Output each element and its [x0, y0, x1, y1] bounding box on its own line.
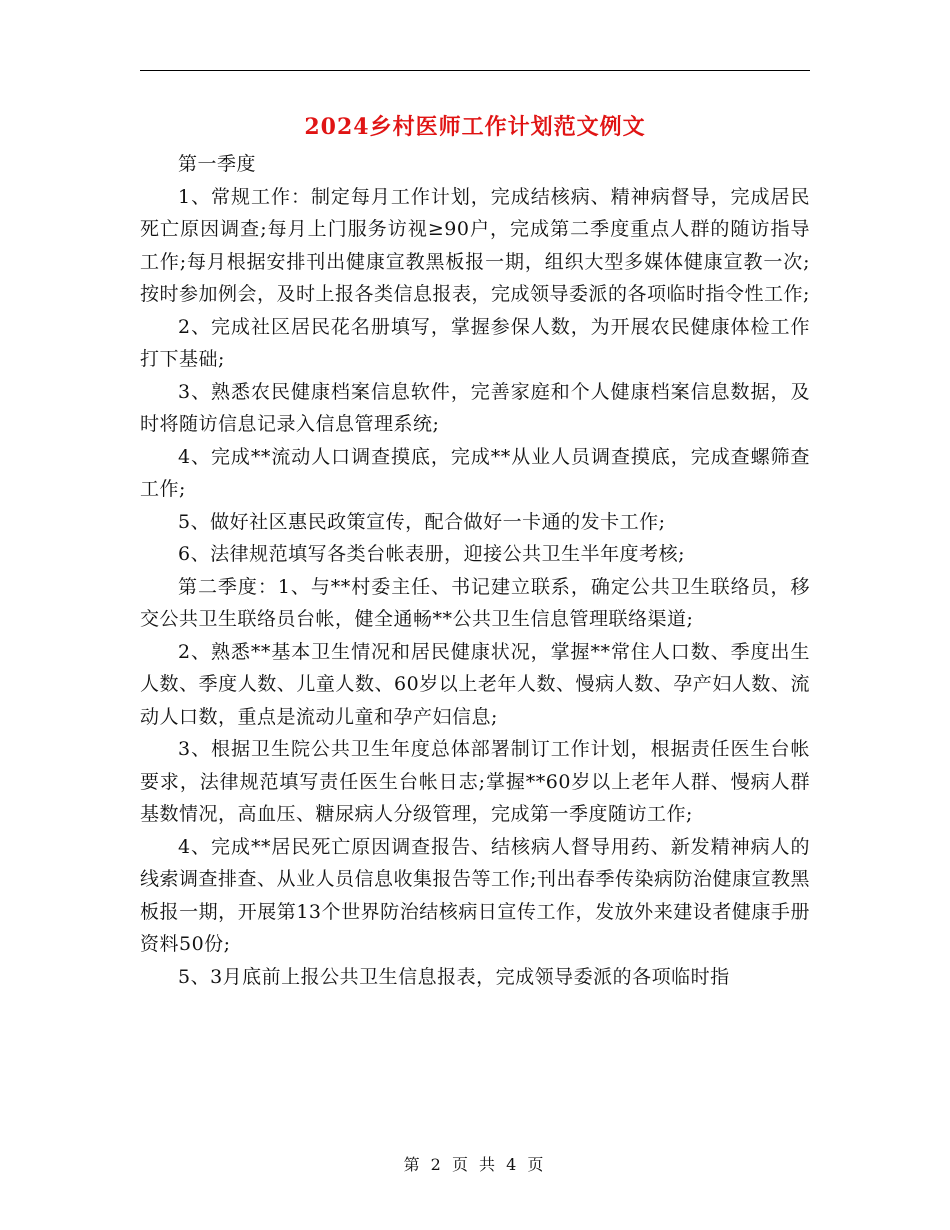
paragraph-q1-item-6: 6、法律规范填写各类台帐表册，迎接公共卫生半年度考核; — [178, 543, 685, 565]
document-title: 2024乡村医师工作计划范文例文 — [304, 114, 646, 140]
paragraph-q2-item-2: 2、熟悉**基本卫生情况和居民健康状况，掌握**常住人口数、季度出生人数、季度人数、儿童人数、60岁以上老年人数、慢病人数、孕产妇人数、流动人口数，重点是流动儿童和孕产妇信息; — [140, 640, 810, 728]
paragraph-q2-item-3: 3、根据卫生院公共卫生年度总体部署制订工作计划，根据责任医生台帐要求，法律规范填写责任医生台帐日志;掌握**60岁以上老年人群、慢病人群基数情况，高血压、糖尿病人分级管理，完成第一季度随访工作; — [140, 738, 810, 825]
page-number-footer: 第 2 页 共 4 页 — [403, 1155, 547, 1174]
paragraph-q2-item-4: 4、完成**居民死亡原因调查报告、结核病人督导用药、新发精神病人的线索调查排查、从业人员信息收集报告等工作;刊出春季传染病防治健康宣教黑板报一期，开展第13个世界防治结核病日宣传工作，发放外来建设者健康手册资料50份; — [140, 835, 810, 955]
paragraph-q1-item-3: 3、熟悉农民健康档案信息软件，完善家庭和个人健康档案信息数据，及时将随访信息记录入信息管理系统; — [140, 380, 810, 435]
paragraph-q1-item-4: 4、完成**流动人口调查摸底，完成**从业人员调查摸底，完成查螺筛查工作; — [140, 445, 810, 500]
paragraph-q1-item-5: 5、做好社区惠民政策宣传，配合做好一卡通的发卡工作; — [178, 510, 666, 533]
header-rule — [140, 70, 810, 71]
document-body — [140, 148, 810, 993]
paragraph-q2-item-1: 第二季度：1、与**村委主任、书记建立联系，确定公共卫生联络员，移交公共卫生联络员台帐，健全通畅**公共卫生信息管理联络渠道; — [140, 575, 810, 630]
paragraph-q2-item-5: 5、3月底前上报公共卫生信息报表，完成领导委派的各项临时指 — [178, 965, 730, 988]
paragraph-q1-item-1: 1、常规工作：制定每月工作计划，完成结核病、精神病督导，完成居民死亡原因调查;每月上门服务访视≥90户，完成第二季度重点人群的随访指导工作;每月根据安排刊出健康宣教黑板报一期，组织大型多媒体健康宣教一次;按时参加例会，及时上报各类信息报表，完成领导委派的各项临时指令性工作; — [140, 185, 810, 305]
paragraph-quarter-one-heading: 第一季度 — [178, 153, 257, 175]
paragraph-q1-item-2: 2、完成社区居民花名册填写，掌握参保人数，为开展农民健康体检工作打下基础; — [140, 315, 810, 370]
